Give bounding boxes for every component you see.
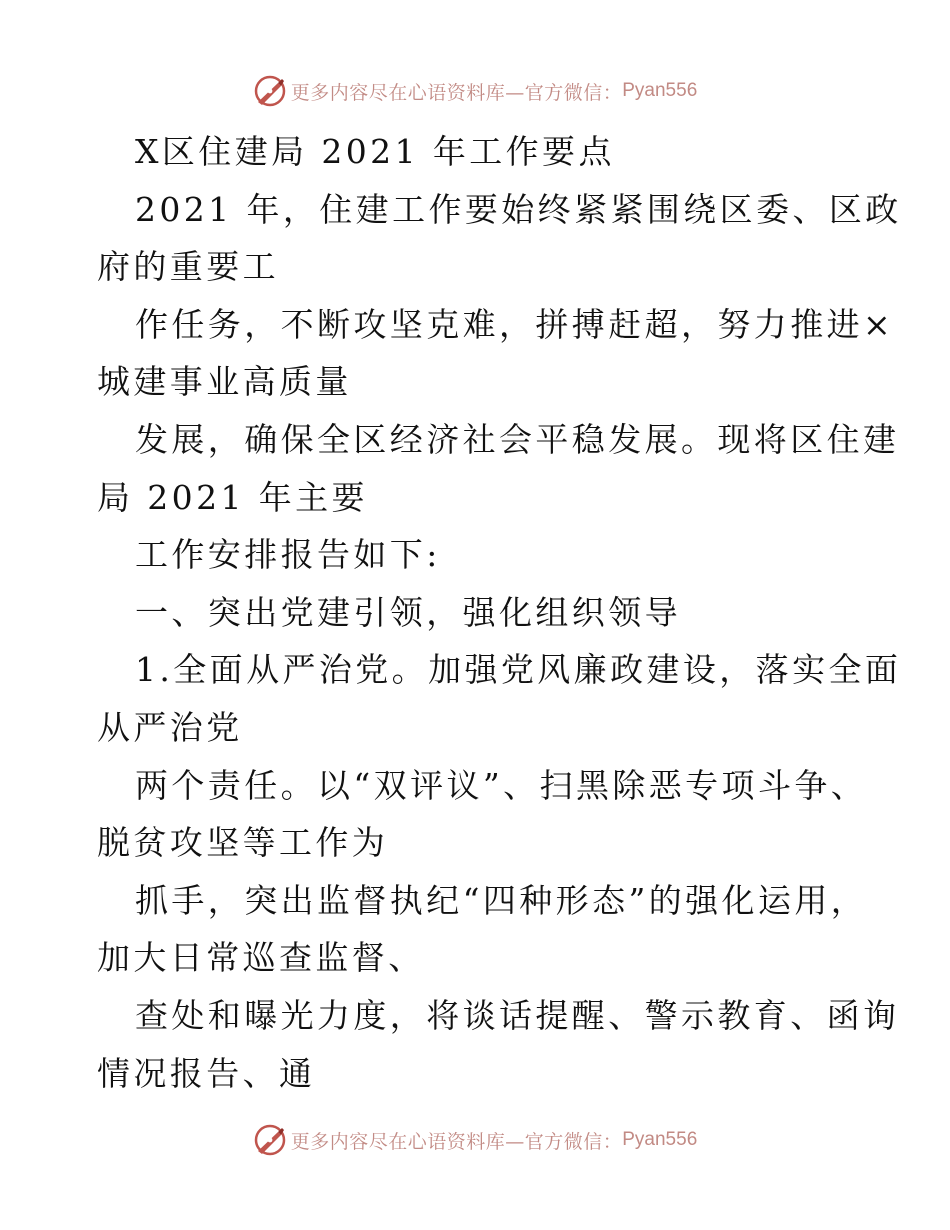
footer-banner bbox=[0, 1120, 950, 1160]
paragraph: 查处和曝光力度，将谈话提醒、警示教育、函询 情况报告、通 bbox=[97, 995, 900, 1093]
paragraph: 作任务，不断攻坚克难，拼搏赶超，努力推进× 城建事业高质量 bbox=[97, 304, 895, 402]
paragraph: 发展，确保全区经济社会平稳发展。现将区住建 局 2021 年主要 bbox=[97, 419, 900, 517]
pen-logo-icon bbox=[253, 74, 287, 108]
pen-logo-icon bbox=[253, 1123, 287, 1157]
banner-text: 更多内容尽在心语资料库—官方微信： bbox=[290, 81, 623, 104]
header-banner bbox=[0, 71, 950, 111]
paragraph: 两个责任。以“双评议”、扫黑除恶专项斗争、 脱贫攻坚等工作为 bbox=[97, 765, 868, 863]
paragraph: 2021 年，住建工作要始终紧紧围绕区委、区政 府的重要工 bbox=[97, 189, 902, 287]
section-heading: 一、突出党建引领，强化组织领导 bbox=[135, 592, 681, 632]
paragraph: 工作安排报告如下: bbox=[135, 535, 441, 575]
paragraph: 1.全面从严治党。加强党风廉政建设，落实全面 从严治党 bbox=[97, 650, 902, 747]
banner-wechat-id: Pyan556 bbox=[622, 80, 698, 101]
banner-wechat-id: Pyan556 bbox=[622, 1129, 698, 1150]
document-title: X区住建局 2021 年工作要点 bbox=[135, 132, 615, 171]
banner-text: 更多内容尽在心语资料库—官方微信： bbox=[290, 1130, 623, 1153]
paragraph: 抓手，突出监督执纪“四种形态”的强化运用， 加大日常巡查监督、 bbox=[97, 880, 868, 978]
document-body bbox=[97, 123, 902, 1102]
